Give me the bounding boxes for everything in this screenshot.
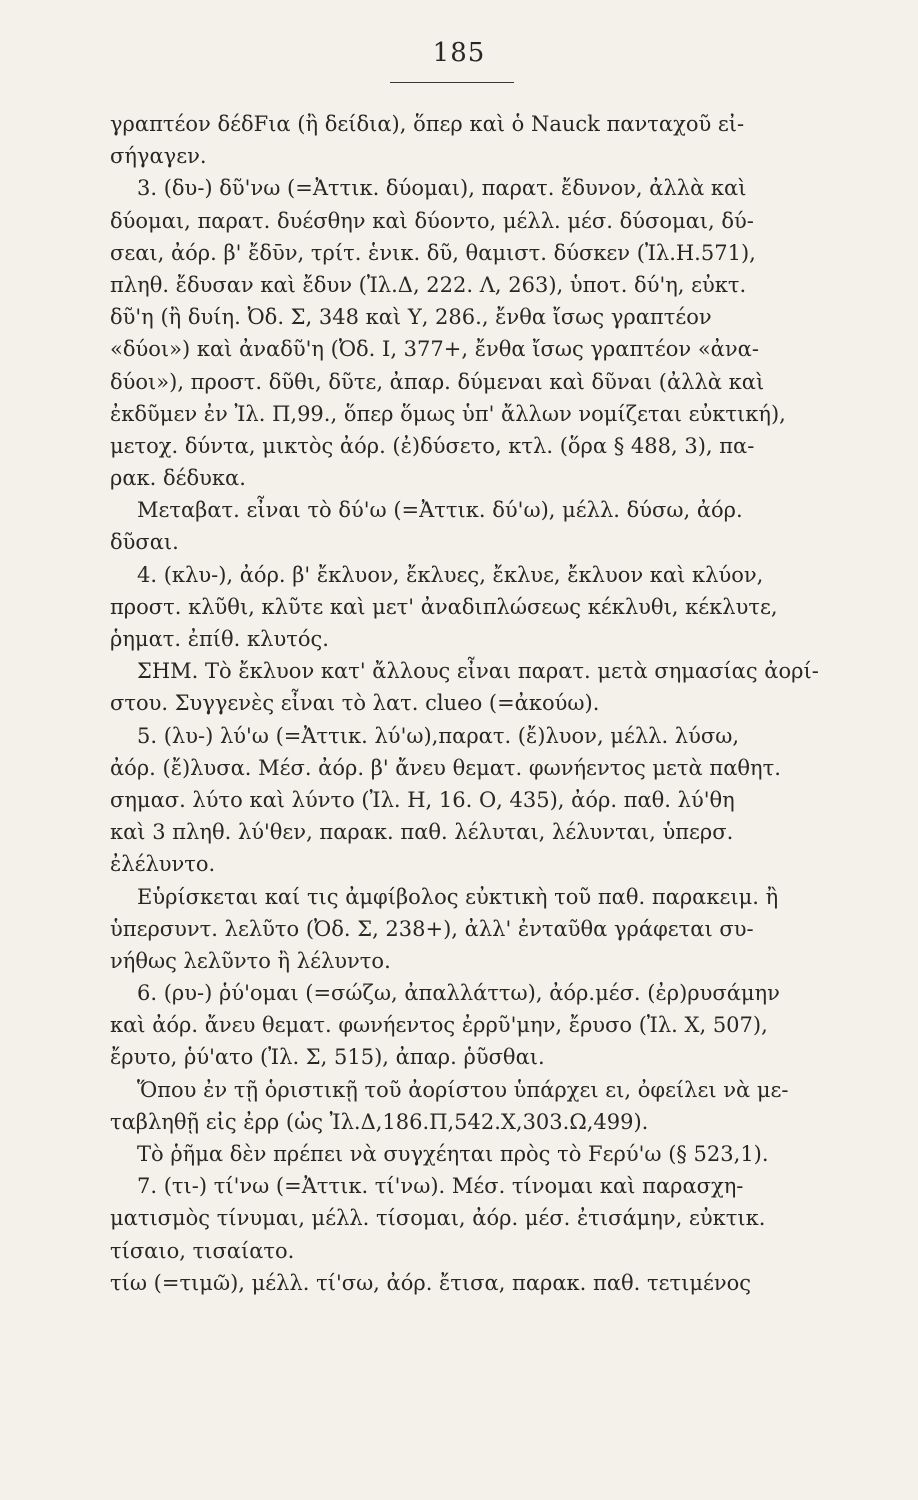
text-line: ἔρυτο, ῥύ'ατο (Ἰλ. Σ, 515), ἀπαρ. ῥῦσθαι.: [110, 1045, 545, 1070]
text-line: 3. (δυ-) δῦ'νω (=Ἀττικ. δύομαι), παρατ. ἔδυνον, ἀλλὰ καὶ: [137, 176, 747, 201]
text-line: ἀόρ. (ἔ)λυσα. Μέσ. ἀόρ. β' ἄνευ θεματ. φωνήεντος μετὰ παθητ.: [110, 755, 781, 780]
text-line: ταβληθῇ εἰς ἐρρ (ὡς Ἰλ.Δ,186.Π,542.Χ,303.Ω,499).: [110, 1109, 649, 1134]
text-line: στου. Συγγενὲς εἶναι τὸ λατ. clueo (=ἀκούω).: [110, 691, 600, 716]
body-text: [110, 108, 819, 1299]
text-line: γραπτέον δέδFια (ἢ δείδια), ὅπερ καὶ ὁ Nauck πανταχοῦ εἰ-: [110, 112, 745, 136]
text-line: ἐλέλυντο.: [110, 852, 216, 877]
text-line: καὶ 3 πληθ. λύ'θεν, παρακ. παθ. λέλυται, λέλυνται, ὑπερσ.: [110, 820, 734, 845]
text-line: τίω (=τιμῶ), μέλλ. τί'σω, ἀόρ. ἔτισα, παρακ. παθ. τετιμένος: [110, 1270, 752, 1295]
text-line: 7. (τι-) τί'νω (=Ἀττικ. τί'νω). Μέσ. τίνομαι καὶ παρασχη-: [137, 1174, 744, 1199]
text-line: σεαι, ἀόρ. β' ἔδῡν, τρίτ. ἑνικ. δῦ, θαμιστ. δύσκεν (Ἰλ.Η.571),: [110, 240, 756, 265]
text-line: 6. (ρυ-) ῥύ'ομαι (=σώζω, ἀπαλλάττω), ἀόρ.μέσ. (ἐρ)ρυσάμην: [137, 981, 780, 1006]
text-line: δῦ'η (ἢ δυίη. Ὀδ. Σ, 348 καὶ Υ, 286., ἔνθα ἴσως γραπτέον: [110, 305, 712, 330]
text-line: ῥηματ. ἐπίθ. κλυτός.: [110, 627, 329, 651]
text-line: τίσαιο, τισαίατο.: [110, 1238, 295, 1263]
text-line: δύομαι, παρατ. δυέσθην καὶ δύοντο, μέλλ. μέσ. δύσομαι, δύ-: [110, 208, 754, 233]
text-line: Μεταβατ. εἶναι τὸ δύ'ω (=Ἀττικ. δύ'ω), μέλλ. δύσω, ἀόρ.: [137, 498, 743, 523]
header-rule: [390, 82, 514, 83]
text-line: ρακ. δέδυκα.: [110, 466, 246, 491]
text-line: μετοχ. δύντα, μικτὸς ἀόρ. (ἐ)δύσετο, κτλ. (ὅρα § 488, 3), πα-: [110, 433, 755, 458]
text-line: 4. (κλυ-), ἀόρ. β' ἔκλυον, ἔκλυες, ἔκλυε, ἔκλυον καὶ κλύον,: [137, 562, 764, 587]
text-line: νήθως λελῦντο ἢ λέλυντο.: [110, 948, 391, 973]
text-line: δῦσαι.: [110, 530, 179, 555]
text-line: ΣΗΜ. Τὸ ἔκλυον κατ' ἄλλους εἶναι παρατ. μετὰ σημασίας ἀορί-: [137, 659, 819, 684]
text-line: πληθ. ἔδυσαν καὶ ἔδυν (Ἰλ.Δ, 222. Λ, 263), ὑποτ. δύ'η, εὐκτ.: [110, 272, 747, 297]
text-line: 5. (λυ-) λύ'ω (=Ἀττικ. λύ'ω),παρατ. (ἔ)λυον, μέλλ. λύσω,: [137, 723, 740, 748]
text-line: σήγαγεν.: [110, 144, 207, 169]
text-line: σημασ. λύτο καὶ λύντο (Ἰλ. Η, 16. Ο, 435), ἀόρ. παθ. λύ'θη: [110, 787, 735, 812]
text-line: ματισμὸς τίνυμαι, μέλλ. τίσομαι, ἀόρ. μέσ. ἐτισάμην, εὐκτικ.: [110, 1206, 766, 1231]
text-line: ἐκδῦμεν ἐν Ἰλ. Π,99., ὅπερ ὅμως ὑπ' ἄλλων νομίζεται εὐκτική),: [110, 401, 786, 426]
text-line: Εὑρίσκεται καί τις ἀμφίβολος εὐκτικὴ τοῦ παθ. παρακειμ. ἢ: [137, 884, 779, 909]
text-line: προστ. κλῦθι, κλῦτε καὶ μετ' ἀναδιπλώσεως κέκλυθι, κέκλυτε,: [110, 594, 778, 619]
text-line: «δύοι») καὶ ἀναδῦ'η (Ὀδ. Ι, 377+, ἔνθα ἴσως γραπτέον «ἀνα-: [110, 337, 759, 362]
text-line: Ὅπου ἐν τῇ ὁριστικῇ τοῦ ἀορίστου ὑπάρχει ει, ὀφείλει νὰ με-: [137, 1077, 789, 1102]
text-line: δύοι»), προστ. δῦθι, δῦτε, ἀπαρ. δύμεναι καὶ δῦναι (ἀλλὰ καὶ: [110, 369, 765, 394]
text-line: καὶ ἀόρ. ἄνευ θεματ. φωνήεντος ἐρρῦ'μην, ἔρυσο (Ἰλ. Χ, 507),: [110, 1013, 768, 1038]
text-line: ὑπερσυντ. λελῦτο (Ὀδ. Σ, 238+), ἀλλ' ἐνταῦθα γράφεται συ-: [110, 916, 754, 941]
page-number: 185: [432, 38, 486, 68]
text-line: Τὸ ῥῆμα δὲν πρέπει νὰ συγχέηται πρὸς τὸ Fερύ'ω (§ 523,1).: [137, 1142, 769, 1166]
